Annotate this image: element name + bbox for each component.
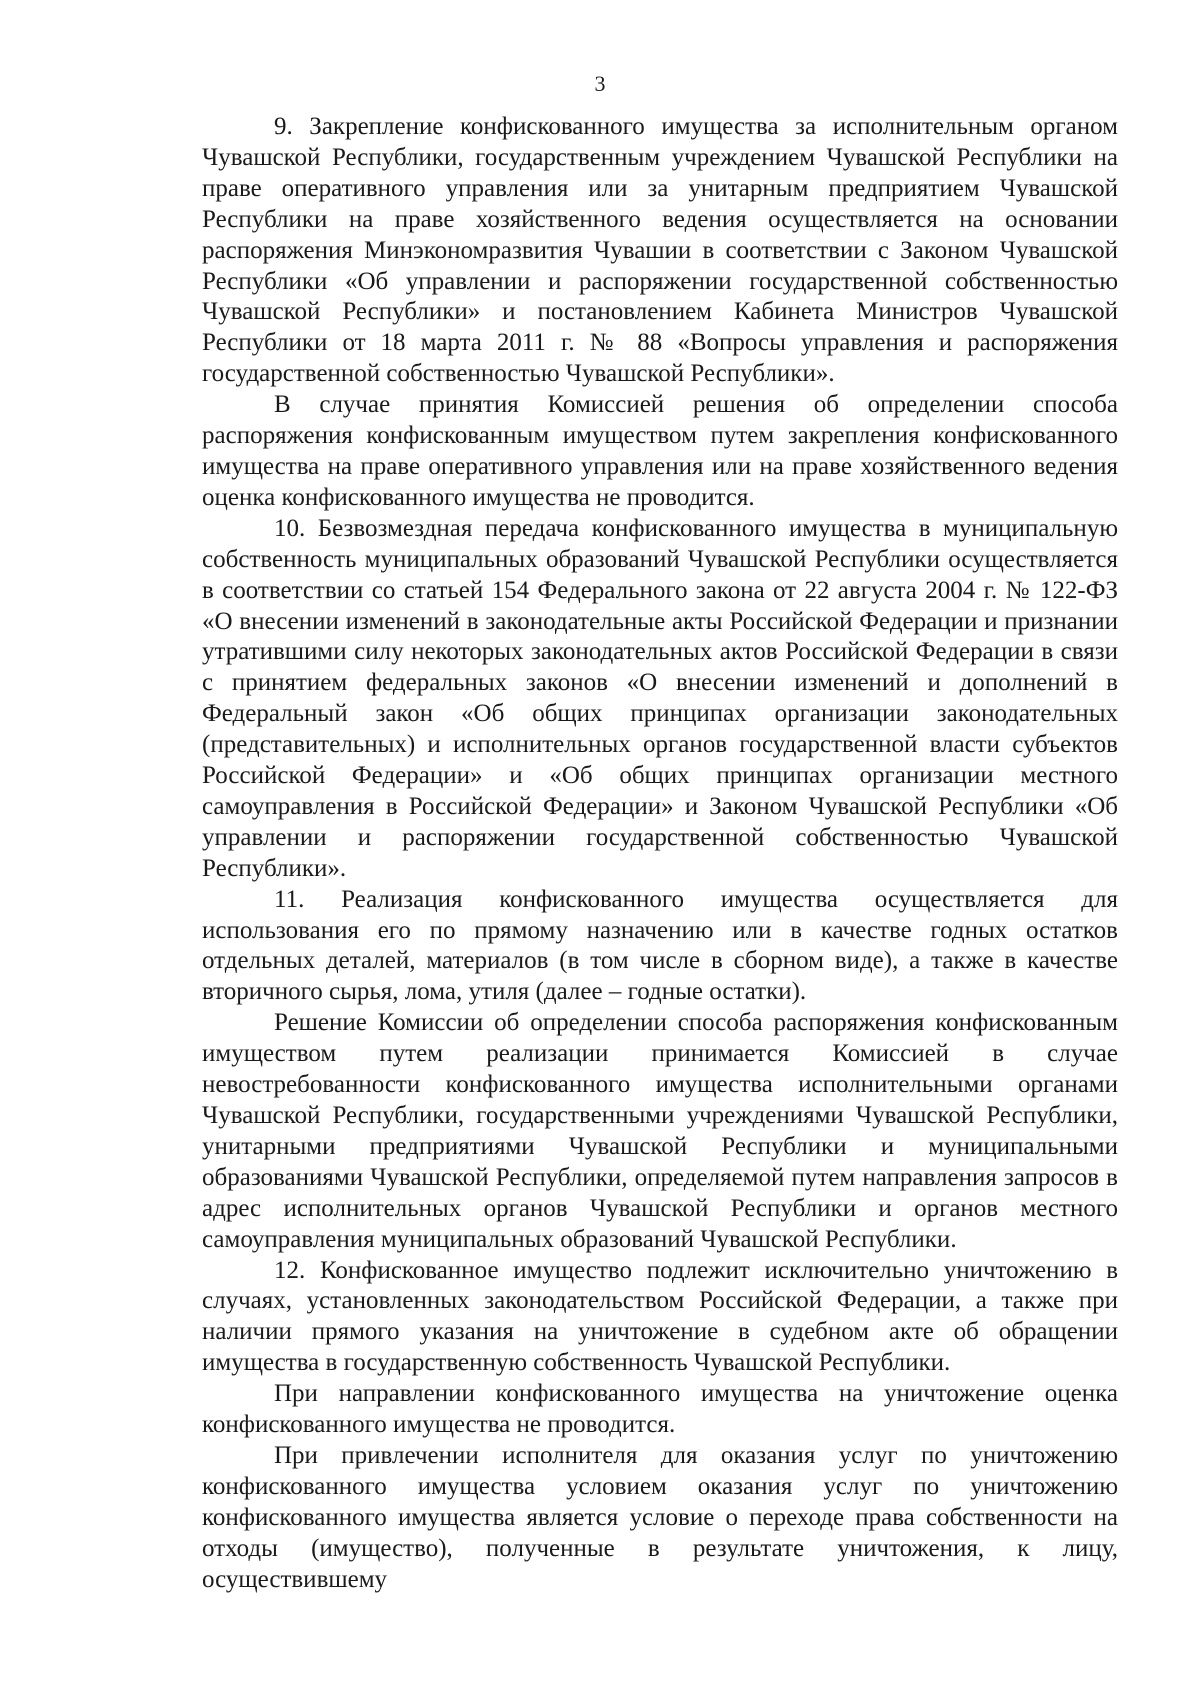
paragraph-12-contractor: При привлечении исполнителя для оказания услуг по уничтожению конфискованного имущества условием оказания услуг по уничтожению конфискованного имущества является условие о переходе права собственности на отходы (имущество), полученные в результате уничтожения, к лицу, осуществившему	[202, 1441, 1118, 1593]
document-body	[202, 112, 1118, 1596]
paragraph-9: 9. Закрепление конфискованного имущества за исполнительным органом Чувашской Республики, государственным учреждением Чувашской Республики на праве оперативного управления или за унитарным предприятием Чувашской Республики на праве хозяйственного ведения осуществляется на основании распоряжения Минэкономразвития Чувашии в соответствии с Законом Чувашской Республики «Об управлении и распоряжении государственной собственностью Чувашской Республики» и постановлением Кабинета Министров Чувашской Республики от 18 марта 2011 г. № 88 «Вопросы управления и распоряжения государственной собственностью Чувашской Республики».	[202, 113, 1118, 388]
paragraph-12: 12. Конфискованное имущество подлежит исключительно уничтожению в случаях, установленных законодательством Российской Федерации, а также при наличии прямого указания на уничтожение в судебном акте об обращении имущества в государственную собственность Чувашской Республики.	[202, 1256, 1118, 1377]
paragraph-9-assessment: В случае принятия Комиссией решения об определении способа распоряжения конфискованным имуществом путем закрепления конфискованного имущества на праве оперативного управления или на праве хозяйственного ведения оценка конфискованного имущества не проводится.	[202, 391, 1118, 511]
paragraph-11: 11. Реализация конфискованного имущества осуществляется для использования его по прямому назначению или в качестве годных остатков отдельных деталей, материалов (в том числе в сборном виде), а также в качестве вторичного сырья, лома, утиля (далее – годные остатки).	[202, 885, 1118, 1006]
paragraph-10: 10. Безвозмездная передача конфискованного имущества в муниципальную собственность муниципальных образований Чувашской Республики осуществляется в соответствии со статьей 154 Федерального закона от 22 августа 2004 г. № 122-ФЗ «О внесении изменений в законодательные акты Российской Федерации и признании утратившими силу некоторых законодательных актов Российской Федерации в связи с принятием федеральных законов «О внесении изменений и дополнений в Федеральный закон «Об общих принципах организации законодательных (представительных) и исполнительных органов государственной власти субъектов Российской Федерации» и «Об общих принципах организации местного самоуправления в Российской Федерации» и Законом Чувашской Республики «Об управлении и распоряжении государственной собственностью Чувашской Республики».	[202, 514, 1118, 882]
paragraph-12-assessment: При направлении конфискованного имущества на уничтожение оценка конфискованного имущества не проводится.	[202, 1380, 1118, 1439]
paragraph-11-decision: Решение Комиссии об определении способа распоряжения конфискованным имуществом путем реализации принимается Комиссией в случае невостребованности конфискованного имущества исполнительными органами Чувашской Республики, государственными учреждениями Чувашской Республики, унитарными предприятиями Чувашской Республики и муниципальными образованиями Чувашской Республики, определяемой путем направления запросов в адрес исполнительных органов Чувашской Республики и органов местного самоуправления муниципальных образований Чувашской Республики.	[202, 1009, 1118, 1253]
page-number: 3	[594, 71, 606, 96]
